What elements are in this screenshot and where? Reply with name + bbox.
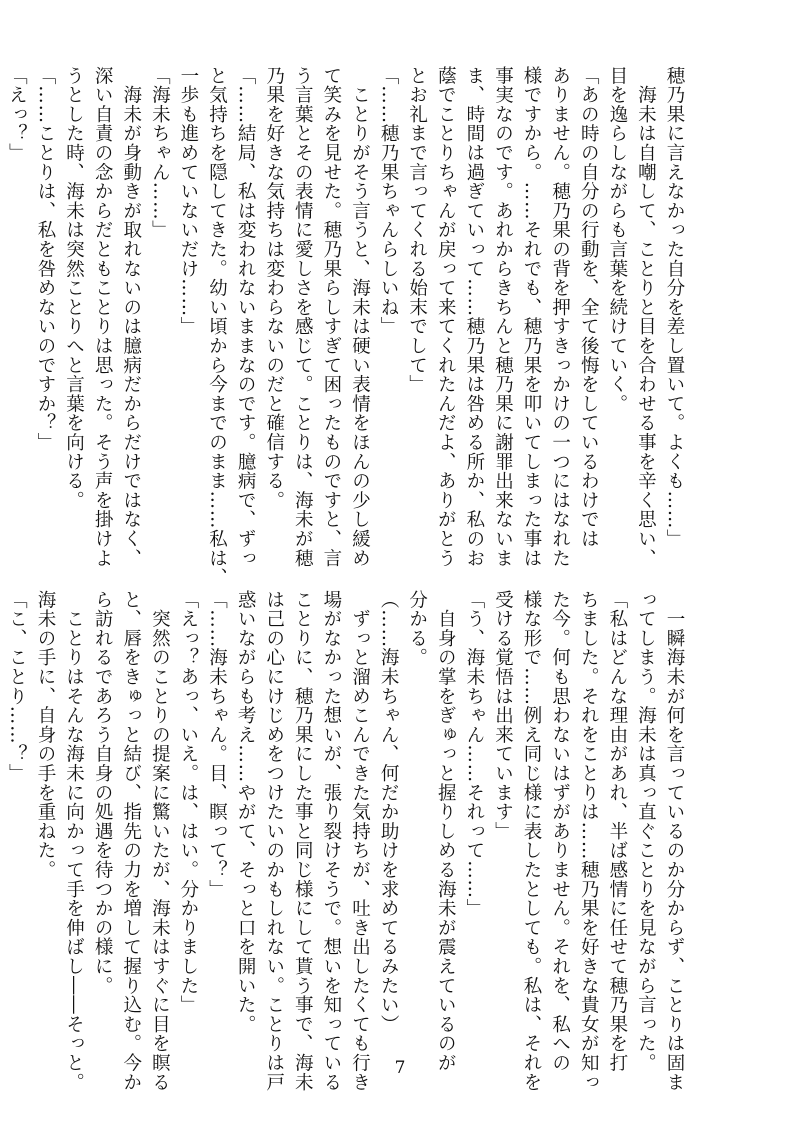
page-number: 7 bbox=[394, 1058, 406, 1078]
text-line: 様ですから。……それでも、穂乃果を叩いてしまった事は bbox=[521, 66, 543, 568]
text-line: 「……ことりは、私を咎めないのですか？」 bbox=[34, 66, 56, 452]
text-line: とお礼まで言ってくれる始末でして」 bbox=[406, 66, 428, 395]
text-line: 「……穂乃果ちゃんらしいね」 bbox=[378, 66, 400, 337]
text-line: 場がなかった想いが、張り裂けそうで。想いを知っている bbox=[320, 590, 342, 1092]
text-line: 海未の手に、自身の手を重ねた。 bbox=[34, 590, 56, 880]
text-line: 一瞬海未が何を言っているのか分からず、ことりは固ま bbox=[664, 590, 685, 1092]
text-line: は己の心にけじめをつけたいのかもしれない。ことりは戸 bbox=[263, 590, 285, 1092]
text-line: と気持ちを隠してきた。幼い頃から今までのまま……私は、 bbox=[206, 66, 228, 588]
text-line: （……海未ちゃん、何だか助けを求めてるみたい） bbox=[378, 590, 400, 1034]
text-line: 「あの時の自分の行動を、全て後悔をしているわけでは bbox=[578, 66, 600, 549]
text-line: ま、時間は過ぎていって……穂乃果は咎める所か、私のお bbox=[463, 66, 485, 568]
text-line: て笑みを見せた。穂乃果らしすぎて困ったものですと、言 bbox=[320, 66, 342, 568]
text-line: 事実なのです。あれからきちんと穂乃果に謝罪出来ないま bbox=[492, 66, 514, 568]
text-line: 分かる。 bbox=[406, 590, 428, 668]
text-line: 一歩も進めていないだけ……」 bbox=[177, 66, 199, 337]
text-line: 「えっ？」 bbox=[6, 66, 28, 163]
text-line: と、唇をきゅっと結び、指先の力を増して握り込む。今か bbox=[120, 590, 142, 1092]
text-line: 「私はどんな理由があれ、半ば感情に任せて穂乃果を打 bbox=[606, 590, 628, 1073]
text-line: 蔭でことりちゃんが戻って来てくれたんだよ、ありがとう bbox=[435, 66, 457, 568]
text-line: うとした時、海未は突然ことりへと言葉を向ける。 bbox=[63, 66, 85, 510]
text-line: 深い自責の念からだともことりは思った。そう声を掛けよ bbox=[92, 66, 114, 568]
text-line: 「う、海未ちゃん……それって……」 bbox=[463, 590, 485, 919]
text-line: た今。何も思わないはずがありません。それを、私への bbox=[549, 590, 571, 1073]
text-line: 自身の掌をぎゅっと握りしめる海未が震えているのが bbox=[435, 590, 457, 1073]
lower-text-block bbox=[2, 590, 688, 1092]
upper-text-block bbox=[2, 66, 688, 588]
text-line: ちました。それをことりは……穂乃果を好きな貴女が知っ bbox=[578, 590, 600, 1092]
text-line: 「えっ？あっ、いえ。は、はい。分かりました」 bbox=[177, 590, 199, 1015]
text-line: 突然のことりの提案に驚いたが、海未はすぐに目を瞑る bbox=[149, 590, 171, 1092]
text-line: 「海未ちゃん……」 bbox=[149, 66, 171, 240]
text-line: 乃果を好きな気持ちは変わらないのだと確信する。 bbox=[263, 66, 285, 510]
text-line: 目を逸らしながらも言葉を続けていく。 bbox=[606, 66, 628, 414]
text-line: ありません。穂乃果の背を押すきっかけの一つにはなれた bbox=[549, 66, 571, 568]
text-line: ってしまう。海未は真っ直ぐことりを見ながら言った。 bbox=[635, 590, 657, 1073]
text-line: ことりに、穂乃果にした事と同じ様にして貰う事で、海未 bbox=[292, 590, 314, 1092]
text-line: 「こ、ことり……？」 bbox=[6, 590, 28, 783]
text-line: ことりがそう言うと、海未は硬い表情をほんの少し緩め bbox=[349, 66, 371, 568]
text-line: ら訪れるであろう自身の処遇を待つかの様に。 bbox=[92, 590, 114, 996]
text-line: 海未は自嘲して、ことりと目を合わせる事を辛く思い、 bbox=[635, 66, 657, 568]
text-line: 「……海未ちゃん。目、瞑って？」 bbox=[206, 590, 228, 899]
text-line: 「……結局、私は変われないままなのです。臆病で、ずっ bbox=[235, 66, 257, 568]
text-line: ことりはそんな海未に向かって手を伸ばし――そっと。 bbox=[63, 590, 85, 1092]
text-line: 受ける覚悟は出来ています」 bbox=[492, 590, 514, 841]
text-line: 惑いながらも考え……やがて、そっと口を開いた。 bbox=[235, 590, 257, 1034]
text-line: う言葉とその表情に愛しさを感じて。ことりは、海未が穂 bbox=[292, 66, 314, 568]
text-line: ずっと溜めこんできた気持ちが、吐き出したくても行き bbox=[349, 590, 371, 1092]
text-line: 穂乃果に言えなかった自分を差し置いて。よくも……」 bbox=[664, 66, 685, 549]
text-line: 様な形で……例え同じ様に表したとしても。私は、それを bbox=[521, 590, 543, 1092]
text-line: 海未が身動きが取れないのは臆病だからだけではなく、 bbox=[120, 66, 142, 568]
